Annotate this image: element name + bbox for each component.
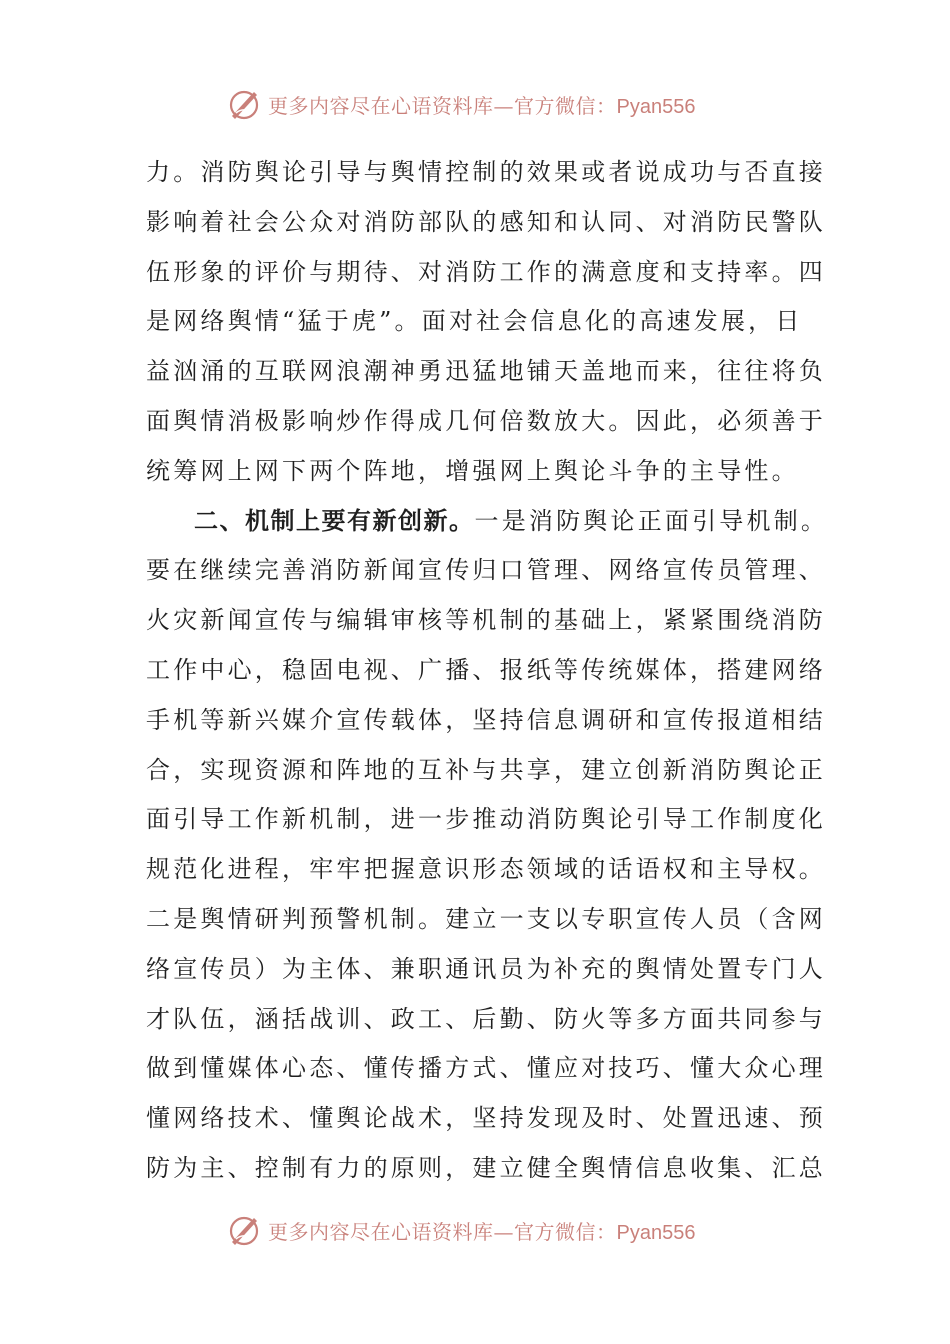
text-line: 防为主、控制有力的原则，建立健全舆情信息收集、汇总: [146, 1153, 826, 1182]
section-heading: 二、机制上要有新创新。: [194, 506, 475, 535]
text-line: 伍形象的评价与期待、对消防工作的满意度和支持率。四: [146, 257, 826, 286]
text-line: 做到懂媒体心态、懂传播方式、懂应对技巧、懂大众心理: [146, 1054, 826, 1083]
text-line: 火灾新闻宣传与编辑审核等机制的基础上，紧紧围绕消防: [146, 606, 826, 635]
pen-in-circle-icon: [226, 86, 262, 122]
text-line: 益汹涌的互联网浪潮神勇迅猛地铺天盖地而来，往往将负: [146, 357, 826, 386]
text-line: 工作中心，稳固电视、广播、报纸等传统媒体，搭建网络: [146, 655, 826, 684]
header-banner: [226, 84, 746, 124]
footer-banner: [226, 1210, 746, 1250]
text-line: 是网络舆情“猛于虎”。面对社会信息化的高速发展，日: [146, 307, 803, 336]
text-line: 力。消防舆论引导与舆情控制的效果或者说成功与否直接: [146, 158, 826, 186]
text-line: 要在继续完善消防新闻宣传归口管理、网络宣传员管理、: [146, 556, 826, 585]
header-wechat-id: Pyan556: [616, 95, 696, 118]
text-line: 面舆情消极影响炒作得成几何倍数放大。因此，必须善于: [146, 406, 826, 435]
text-line: 规范化进程，牢牢把握意识形态领域的话语权和主导权。: [146, 855, 826, 884]
text-line: 统筹网上网下两个阵地，增强网上舆论斗争的主导性。: [146, 456, 799, 485]
document-body: [146, 148, 836, 1194]
text-line: 才队伍，涵括战训、政工、后勤、防火等多方面共同参与: [146, 1004, 826, 1033]
footer-banner-text: 更多内容尽在心语资料库—官方微信：Pyan556: [268, 1219, 696, 1244]
text-line: 影响着社会公众对消防部队的感知和认同、对消防民警队: [146, 207, 826, 236]
text-line: 面引导工作新机制，进一步推动消防舆论引导工作制度化: [146, 805, 826, 834]
pen-in-circle-icon: [226, 1212, 262, 1248]
text-line: 络宣传员）为主体、兼职通讯员为补充的舆情处置专门人: [146, 954, 826, 983]
section-lead: 一是消防舆论正面引导机制。: [474, 506, 829, 535]
footer-wechat-id: Pyan556: [616, 1221, 696, 1244]
section-heading-line: [146, 497, 836, 547]
text-line: 手机等新兴媒介宣传载体，坚持信息调研和宣传报道相结: [146, 705, 826, 734]
header-banner-text: 更多内容尽在心语资料库—官方微信：Pyan556: [268, 93, 696, 118]
text-line: 懂网络技术、懂舆论战术，坚持发现及时、处置迅速、预: [146, 1104, 826, 1133]
text-line: 二是舆情研判预警机制。建立一支以专职宣传人员（含网: [146, 904, 826, 933]
text-line: 合，实现资源和阵地的互补与共享，建立创新消防舆论正: [146, 755, 826, 784]
